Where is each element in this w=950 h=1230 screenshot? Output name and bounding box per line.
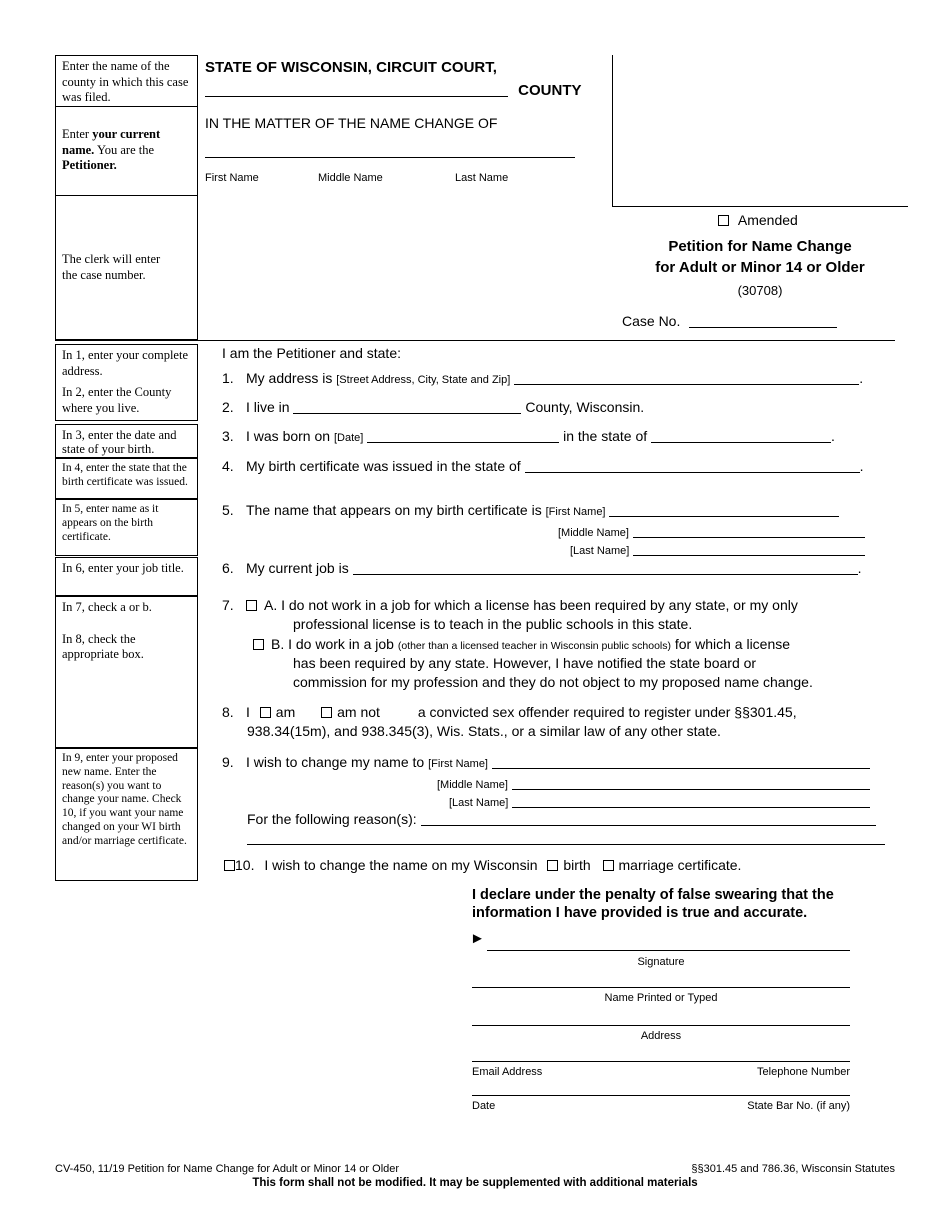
item-10-birth-label: birth <box>563 857 591 873</box>
note-item-8-text: In 8, check the appropriate box. <box>62 631 144 662</box>
item-7b-line3: commission for my profession and they do not object to my proposed name change. <box>293 674 813 690</box>
item-3 <box>222 428 835 444</box>
item-8-number: 8. <box>222 704 234 720</box>
amended-label: Amended <box>737 212 798 228</box>
first-name-label: First Name <box>205 172 259 184</box>
signature-arrow-icon: ► <box>470 930 485 947</box>
item-2 <box>222 399 644 415</box>
certificate-state-input-line[interactable] <box>525 458 860 473</box>
note-items-7-8 <box>55 596 198 748</box>
email-phone-input-line[interactable] <box>472 1044 850 1062</box>
item-7a-checkbox[interactable] <box>246 600 257 611</box>
signature-label: Signature <box>637 956 685 968</box>
item-1-number: 1. <box>222 370 234 386</box>
footer-statutes: §§301.45 and 786.36, Wisconsin Statutes <box>691 1163 895 1175</box>
county-caption-label: COUNTY <box>518 82 582 99</box>
note-item-5: In 5, enter name as it appears on the birth certificate. <box>55 499 198 556</box>
note-current-name-bold1: your current name. <box>62 127 161 157</box>
item-6-period: . <box>857 560 862 576</box>
middle-name-label: Middle Name <box>318 172 383 184</box>
note-item-2-text: In 2, enter the County where you live. <box>62 385 172 415</box>
reason-input-line[interactable] <box>421 811 876 826</box>
footer-modification-notice: This form shall not be modified. It may be supplemented with additional materials <box>252 1177 698 1189</box>
item-10 <box>224 857 741 873</box>
item-5-line3 <box>570 541 865 557</box>
item-3-mid: in the state of <box>563 428 648 444</box>
item-3-bracket: [Date] <box>333 432 364 444</box>
matter-title: IN THE MATTER OF THE NAME CHANGE OF <box>205 115 498 131</box>
phone-label: Telephone Number <box>757 1066 850 1078</box>
job-input-line[interactable] <box>353 560 858 575</box>
note-items-1-2 <box>55 344 198 421</box>
item-7b-text: B. I do work in a job <box>271 636 394 652</box>
item-4-period: . <box>859 458 864 474</box>
item-4 <box>222 458 863 474</box>
note-clerk-text: The clerk will enter the case number. <box>62 252 161 282</box>
petitioner-name-input-line[interactable] <box>205 140 575 158</box>
item-5-last-bracket: [Last Name] <box>570 545 630 557</box>
item-3-period: . <box>831 428 835 444</box>
form-title-line2: for Adult or Minor 14 or Older <box>655 259 865 276</box>
item-8-am-not-checkbox[interactable] <box>321 707 332 718</box>
date-bar-input-line[interactable] <box>472 1078 850 1096</box>
item-8-line2: 938.34(15m), and 938.345(3), Wis. Stats., or a similar law of any other state. <box>247 723 721 739</box>
item-9-text: I wish to change my name to <box>246 754 425 770</box>
item-3-number: 3. <box>222 428 234 444</box>
marriage-certificate-checkbox[interactable] <box>603 860 614 871</box>
item-5-line1 <box>222 502 839 518</box>
new-last-name-input-line[interactable] <box>512 793 870 808</box>
item-8-text: I <box>246 704 250 720</box>
item-8-am-label: am <box>275 704 296 720</box>
item-2-post: County, Wisconsin. <box>525 399 645 415</box>
note-current-name-bold2: Petitioner. <box>62 158 117 173</box>
caption-bottom-divider <box>55 340 895 341</box>
item-7a-text: A. I do not work in a job for which a license has been required by any state, or my only <box>264 597 798 613</box>
item-1-bracket: [Street Address, City, State and Zip] <box>336 374 511 386</box>
item-7b-post: for which a license <box>674 636 791 652</box>
item-5-line2 <box>558 523 865 539</box>
item-5-number: 5. <box>222 502 234 518</box>
item-1 <box>222 370 863 386</box>
note-current-name-pre: Enter <box>62 127 93 141</box>
item-1-text: My address is <box>246 370 333 386</box>
county-live-input-line[interactable] <box>293 399 521 414</box>
email-label: Email Address <box>472 1066 543 1078</box>
item-7-number: 7. <box>222 597 234 613</box>
item-5-text: The name that appears on my birth certificate is <box>246 502 542 518</box>
declaration-line2: information I have provided is true and accurate. <box>472 905 808 922</box>
item-8-am-not-label: am not <box>337 704 380 720</box>
item-8-am-checkbox[interactable] <box>260 707 271 718</box>
item-9-middle-bracket: [Middle Name] <box>437 779 508 791</box>
item-5-first-bracket: [First Name] <box>545 506 606 518</box>
item-10-marriage-label: marriage certificate. <box>618 857 742 873</box>
birth-state-input-line[interactable] <box>651 428 831 443</box>
note-item-9: In 9, enter your proposed new name. Enter the reason(s) you want to change your name. Check 10, if you want your name changed on your WI birth and/or marriage certificate. <box>55 748 198 881</box>
caption-vertical-divider <box>612 55 613 207</box>
item-9-last-bracket: [Last Name] <box>449 797 509 809</box>
address-label: Address <box>640 1030 682 1042</box>
item-9-line1 <box>222 754 870 770</box>
note-current-name <box>55 106 198 196</box>
item-7b-checkbox[interactable] <box>253 639 264 650</box>
case-no-input-line[interactable] <box>689 313 837 328</box>
footer-form-id: CV-450, 11/19 Petition for Name Change for Adult or Minor 14 or Older <box>55 1163 400 1175</box>
item-9-number: 9. <box>222 754 234 770</box>
note-item-3: In 3, enter the date and state of your birth. <box>55 424 198 458</box>
note-item-7-text: In 7, check a or b. <box>62 600 152 614</box>
petitioner-intro: I am the Petitioner and state: <box>222 345 401 361</box>
item-10-text: I wish to change the name on my Wisconsin <box>264 857 538 873</box>
county-row <box>205 80 582 99</box>
certificate-first-name-input-line[interactable] <box>609 502 839 517</box>
printed-name-input-line[interactable] <box>472 970 850 988</box>
form-number: (30708) <box>737 283 783 298</box>
item-6-number: 6. <box>222 560 234 576</box>
bar-number-label: State Bar No. (if any) <box>747 1100 850 1112</box>
address-input-line[interactable] <box>514 370 859 385</box>
item-3-text: I was born on <box>246 428 331 444</box>
birth-date-input-line[interactable] <box>367 428 559 443</box>
amended-checkbox[interactable] <box>718 215 729 226</box>
item-9-line2 <box>437 775 870 791</box>
county-input-line[interactable] <box>205 80 508 97</box>
item-5-middle-bracket: [Middle Name] <box>558 527 629 539</box>
amended-row <box>718 212 798 228</box>
item-9-first-bracket: [First Name] <box>428 758 488 770</box>
certificate-last-name-input-line[interactable] <box>633 541 865 556</box>
item-9-reason-row <box>247 811 876 827</box>
new-first-name-input-line[interactable] <box>492 754 870 769</box>
last-name-label: Last Name <box>455 172 509 184</box>
note-county: Enter the name of the county in which this case was filed. <box>55 55 198 107</box>
declaration-line1: I declare under the penalty of false swearing that the <box>472 887 834 903</box>
item-10-number: 10. <box>235 857 255 873</box>
item-9-line3 <box>449 793 870 809</box>
item-1-period: . <box>859 370 864 386</box>
court-title: STATE OF WISCONSIN, CIRCUIT COURT, <box>205 59 497 76</box>
date-label: Date <box>472 1100 496 1112</box>
item-8-rest: a convicted sex offender required to register under §§301.45, <box>417 704 797 720</box>
printed-name-label: Name Printed or Typed <box>604 992 718 1004</box>
item-8-line1 <box>222 704 797 720</box>
note-item-1-text: In 1, enter your complete address. <box>62 348 188 378</box>
signature-input-line[interactable] <box>487 933 850 951</box>
item-6-text: My current job is <box>246 560 349 576</box>
note-clerk <box>55 195 198 340</box>
note-item-4: In 4, enter the state that the birth certificate was issued. <box>55 458 198 499</box>
item-7b-line2: has been required by any state. However, I have notified the state board or <box>293 655 757 671</box>
item-6 <box>222 560 861 576</box>
item-2-number: 2. <box>222 399 234 415</box>
case-no-label: Case No. <box>622 313 681 329</box>
reason-input-line-2[interactable] <box>247 829 885 845</box>
note-item-6: In 6, enter your job title. <box>55 557 198 596</box>
item-7a-line2: professional license is to teach in the public schools in this state. <box>293 616 693 632</box>
address-signature-input-line[interactable] <box>472 1008 850 1026</box>
declaration <box>472 886 834 922</box>
certificate-middle-name-input-line[interactable] <box>633 523 865 538</box>
item-10-checkbox[interactable] <box>224 860 235 871</box>
birth-certificate-checkbox[interactable] <box>547 860 558 871</box>
item-7a-line1 <box>222 597 798 613</box>
item-2-text: I live in <box>246 399 290 415</box>
new-middle-name-input-line[interactable] <box>512 775 870 790</box>
item-9-reason-label: For the following reason(s): <box>247 811 417 827</box>
caption-right-divider <box>612 206 908 207</box>
note-current-name-mid: You are the <box>94 142 155 157</box>
case-no-row <box>622 313 837 329</box>
form-title-line1: Petition for Name Change <box>668 238 852 255</box>
item-4-number: 4. <box>222 458 234 474</box>
item-4-text: My birth certificate was issued in the state of <box>246 458 521 474</box>
item-7b-line1 <box>253 636 790 652</box>
item-7b-paren: (other than a licensed teacher in Wisconsin public schools) <box>397 640 671 652</box>
